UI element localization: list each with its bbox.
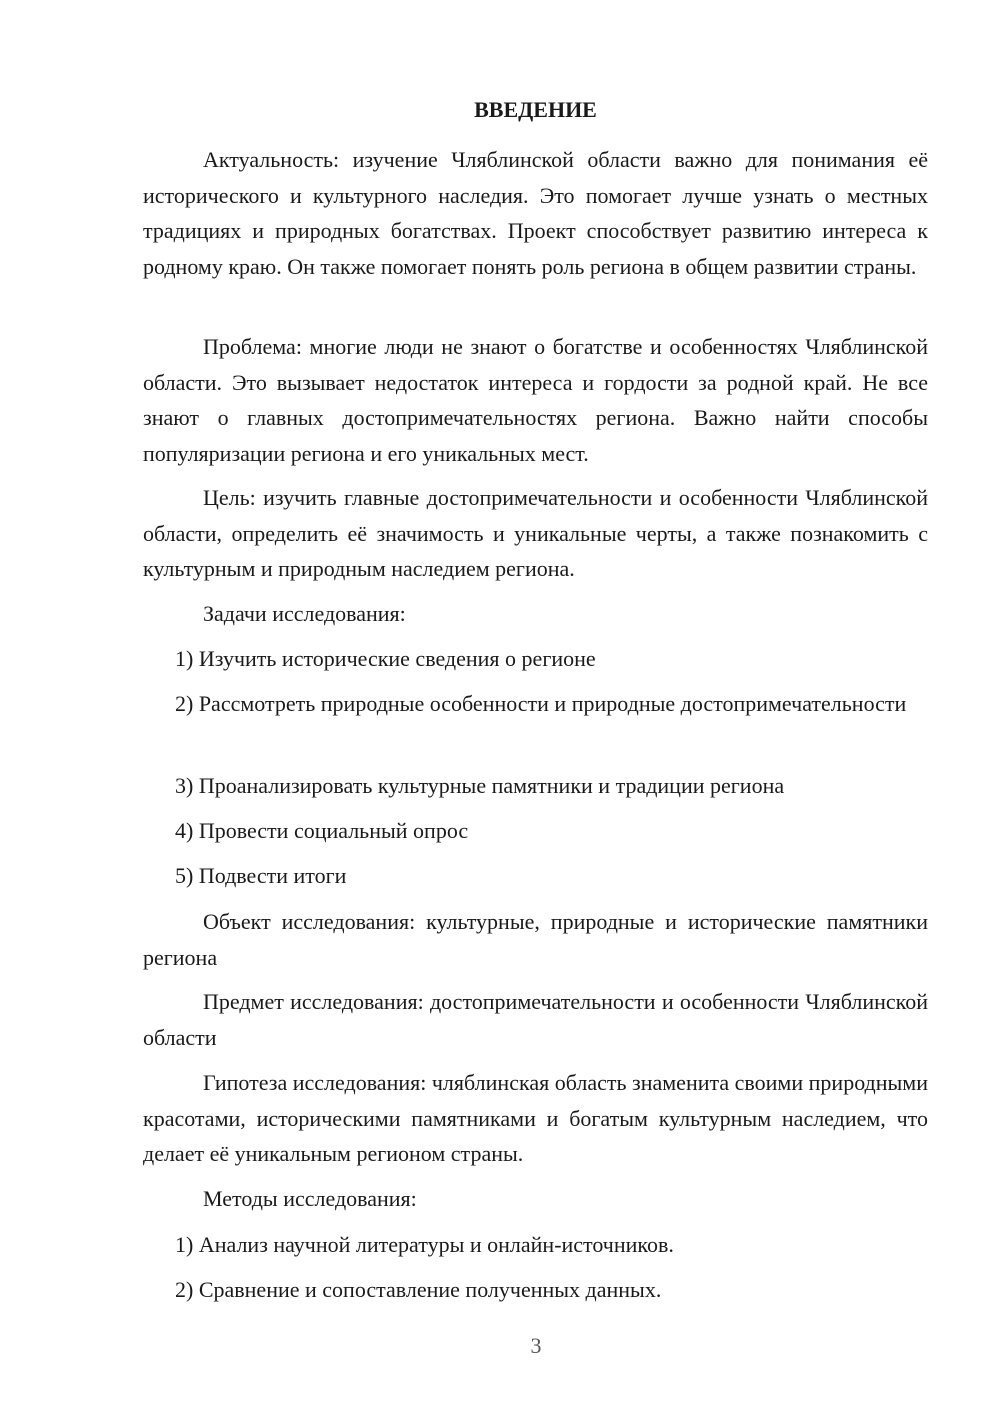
task-item: 1) Изучить исторические сведения о регионе	[175, 646, 596, 671]
task-item	[143, 686, 928, 722]
task-item: 4) Провести социальный опрос	[175, 818, 469, 843]
tasks-heading: Задачи исследования:	[203, 601, 406, 626]
methods-heading: Методы исследования:	[203, 1186, 417, 1211]
subject-paragraph: Предмет исследования: достопримечательности и особенности Чляблинской области	[143, 989, 928, 1050]
problem-paragraph: Проблема: многие люди не знают о богатстве и особенностях Чляблинской области. Это вызывает недостаток интереса и гордости за родной край. Не все знают о главных достопримечательностях региона. Важно найти способы популяризации региона и его уникальных мест.	[143, 334, 928, 466]
goal-paragraph: Цель: изучить главные достопримечательности и особенности Чляблинской области, определить её значимость и уникальные черты, а также познакомить с культурным и природным наследием региона.	[143, 485, 928, 581]
page-title: ВВЕДЕНИЕ	[474, 97, 597, 122]
method-item: 2) Сравнение и сопоставление полученных данных.	[175, 1277, 662, 1302]
task-item: 3) Проанализировать культурные памятники и традиции региона	[175, 773, 785, 798]
task-item: 5) Подвести итоги	[175, 863, 347, 888]
task-item-text: 2) Рассмотреть природные особенности и природные достопримечательности	[175, 691, 907, 716]
page-number: 3	[530, 1333, 542, 1358]
object-paragraph: Объект исследования: культурные, природные и исторические памятники региона	[143, 909, 928, 970]
hypothesis-paragraph: Гипотеза исследования: чляблинская область знаменита своими природными красотами, историческими памятниками и богатым культурным наследием, что делает её уникальным регионом страны.	[143, 1070, 928, 1166]
relevance-paragraph: Актуальность: изучение Чляблинской области важно для понимания её исторического и культурного наследия. Это помогает лучше узнать о местных традициях и природных богатствах. Проект способствует развитию интереса к родному краю. Он также помогает понять роль региона в общем развитии страны.	[143, 147, 928, 279]
method-item: 1) Анализ научной литературы и онлайн-источников.	[175, 1232, 674, 1257]
